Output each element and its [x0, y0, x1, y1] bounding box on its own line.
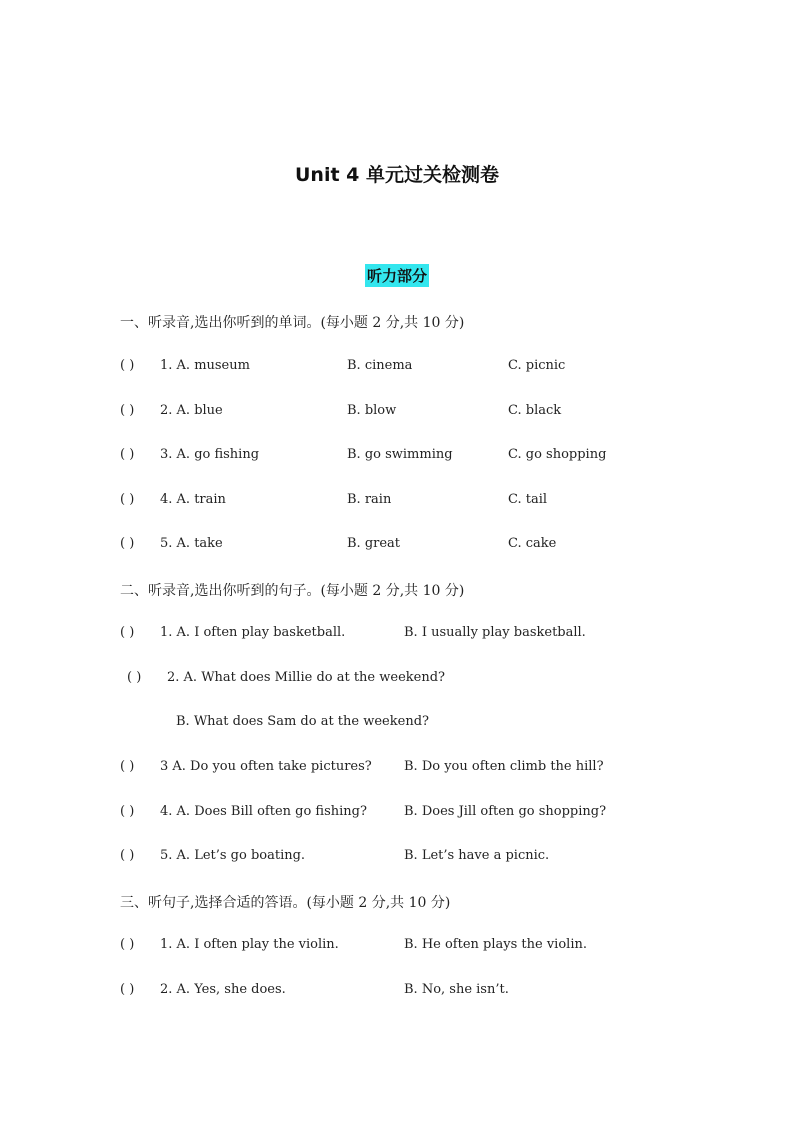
paren-s2-q4: ( ) [120, 804, 135, 819]
paren-s2-q1: ( ) [120, 625, 135, 640]
option-c-s1-q4: C. tail [508, 492, 548, 507]
subtitle-wrap [0, 264, 794, 287]
option-b-s1-q5: B. great [347, 536, 401, 551]
option-a-s2-q2: 2. A. What does Millie do at the weekend? [167, 670, 446, 685]
paren-s1-q1: ( ) [120, 358, 135, 373]
option-a-s1-q5: 5. A. take [160, 536, 223, 551]
paren-s1-q2: ( ) [120, 403, 135, 418]
option-b-s3-q1: B. He often plays the violin. [404, 937, 587, 952]
paren-s1-q3: ( ) [120, 447, 135, 462]
option-b-s2-q3: B. Do you often climb the hill? [404, 759, 604, 774]
paren-s3-q2: ( ) [120, 982, 135, 997]
section-heading-3: 三、听句子,选择合适的答语。(每小题 2 分,共 10 分) [120, 895, 451, 911]
option-c-s1-q3: C. go shopping [508, 447, 607, 462]
option-a-s1-q2: 2. A. blue [160, 403, 223, 418]
option-b-s2-q2: B. What does Sam do at the weekend? [176, 714, 429, 729]
paren-s2-q3: ( ) [120, 759, 135, 774]
section-heading-2: 二、听录音,选出你听到的句子。(每小题 2 分,共 10 分) [120, 583, 465, 599]
option-c-s1-q2: C. black [508, 403, 562, 418]
option-b-s2-q1: B. I usually play basketball. [404, 625, 586, 640]
option-a-s3-q2: 2. A. Yes, she does. [160, 982, 286, 997]
paren-s1-q4: ( ) [120, 492, 135, 507]
option-a-s2-q3: 3 A. Do you often take pictures? [160, 759, 372, 774]
page-title: Unit 4 单元过关检测卷 [295, 164, 499, 186]
section-label-listening: 听力部分 [365, 264, 429, 287]
option-b-s2-q5: B. Let’s have a picnic. [404, 848, 550, 863]
option-a-s1-q3: 3. A. go fishing [160, 447, 260, 462]
paren-s3-q1: ( ) [120, 937, 135, 952]
option-a-s2-q4: 4. A. Does Bill often go fishing? [160, 804, 367, 819]
option-a-s2-q1: 1. A. I often play basketball. [160, 625, 346, 640]
paren-s2-q2: ( ) [127, 670, 142, 685]
section-heading-1: 一、听录音,选出你听到的单词。(每小题 2 分,共 10 分) [120, 315, 465, 331]
option-c-s1-q5: C. cake [508, 536, 557, 551]
option-b-s1-q3: B. go swimming [347, 447, 453, 462]
option-a-s1-q1: 1. A. museum [160, 358, 250, 373]
option-b-s1-q4: B. rain [347, 492, 392, 507]
option-a-s1-q4: 4. A. train [160, 492, 226, 507]
option-b-s3-q2: B. No, she isn’t. [404, 982, 509, 997]
option-a-s3-q1: 1. A. I often play the violin. [160, 937, 339, 952]
option-b-s2-q4: B. Does Jill often go shopping? [404, 804, 607, 819]
paren-s1-q5: ( ) [120, 536, 135, 551]
option-b-s1-q2: B. blow [347, 403, 397, 418]
paren-s2-q5: ( ) [120, 848, 135, 863]
option-b-s1-q1: B. cinema [347, 358, 413, 373]
option-a-s2-q5: 5. A. Let’s go boating. [160, 848, 306, 863]
option-c-s1-q1: C. picnic [508, 358, 566, 373]
